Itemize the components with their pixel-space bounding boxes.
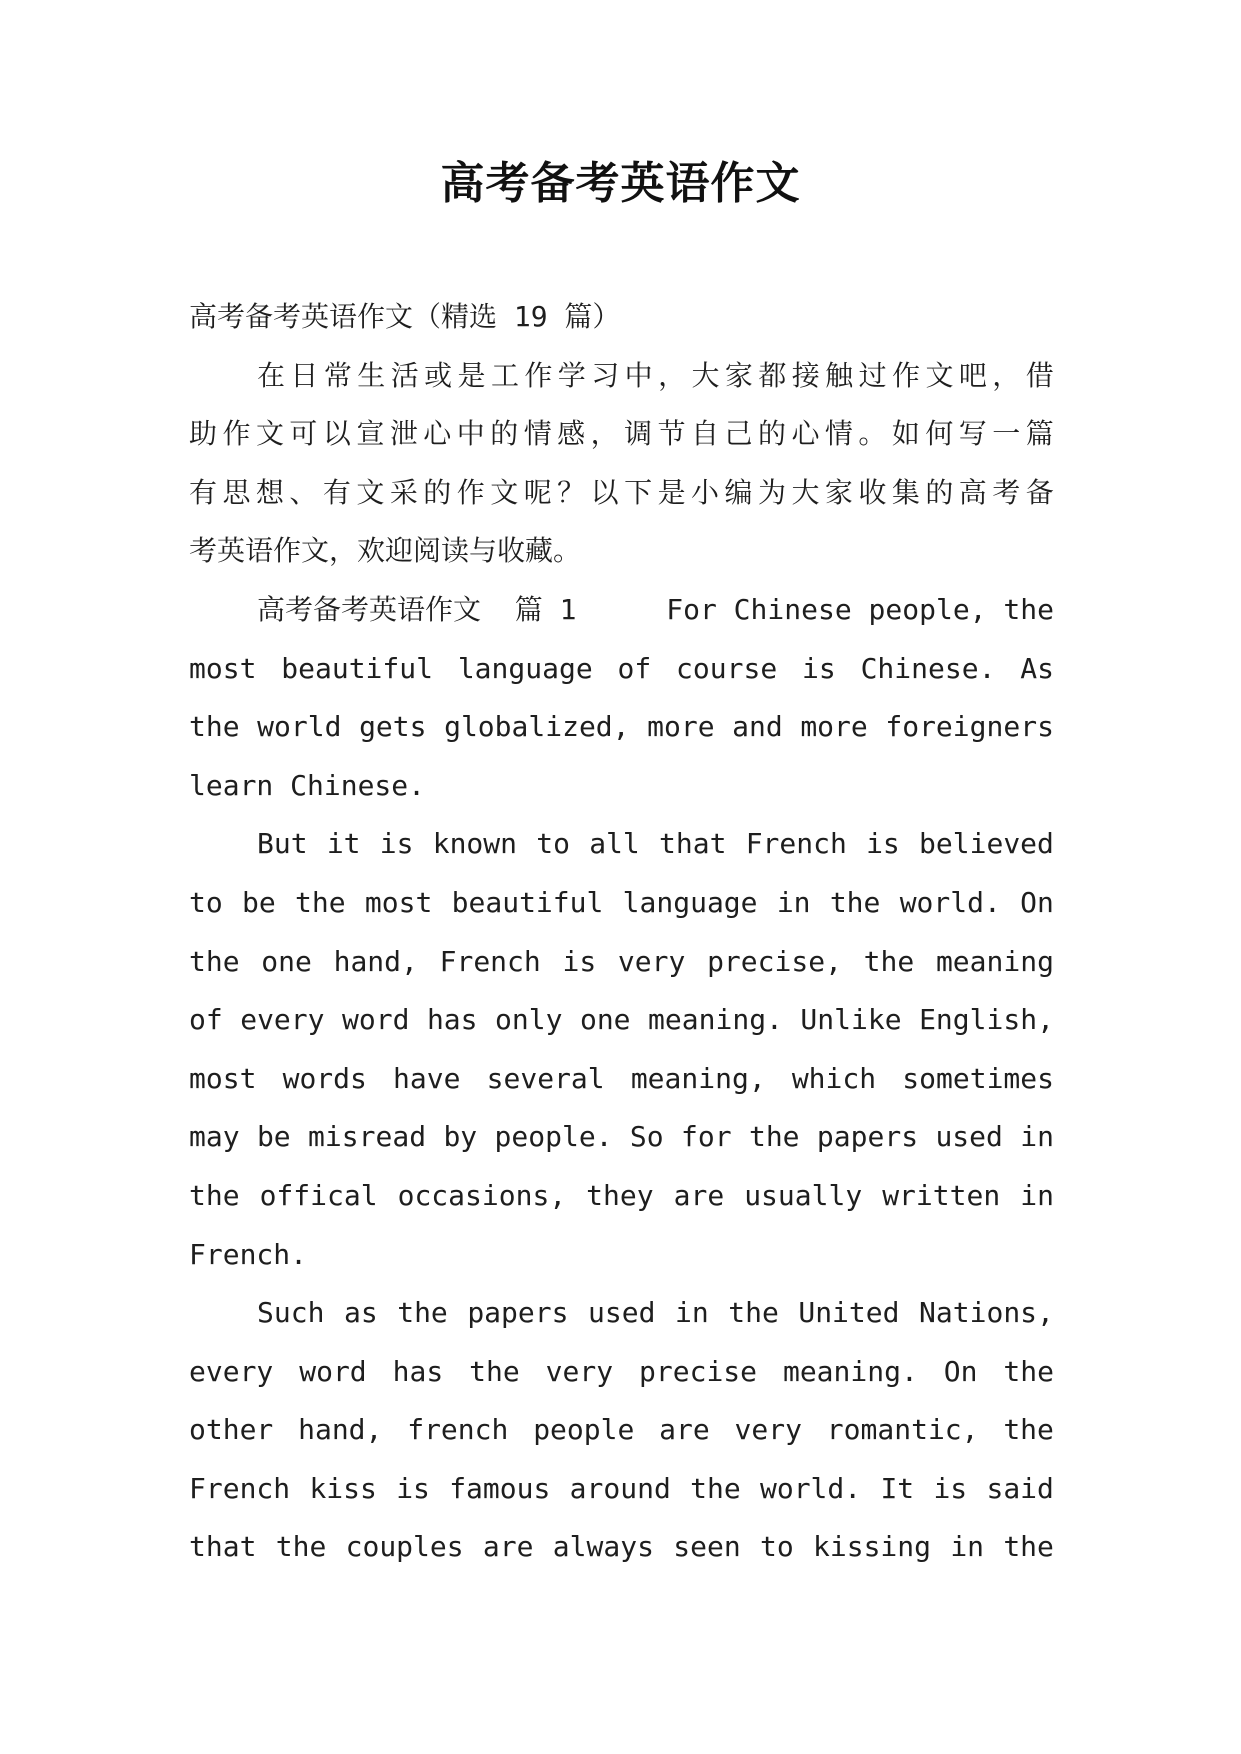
- word: couples: [345, 1530, 464, 1564]
- word: the: [275, 1530, 327, 1564]
- word: are: [482, 1530, 534, 1564]
- word: very: [545, 1354, 614, 1388]
- word: french: [407, 1413, 509, 1447]
- word: in: [674, 1296, 709, 1330]
- intro-line: [189, 347, 1054, 406]
- word: is: [802, 651, 836, 685]
- word: in: [776, 885, 811, 919]
- word: around: [569, 1471, 671, 1505]
- character: 中: [456, 417, 485, 451]
- word: meaning.: [782, 1354, 918, 1388]
- word: used: [935, 1120, 1003, 1154]
- character: 的: [490, 417, 519, 451]
- character: 思: [222, 475, 251, 509]
- essay-line: [189, 1050, 1054, 1109]
- word: most: [189, 651, 257, 685]
- word: known: [432, 827, 518, 861]
- essay-line: [189, 991, 1054, 1050]
- word: one: [579, 1003, 631, 1037]
- word: precise: [639, 1354, 758, 1388]
- character: 节: [657, 417, 686, 451]
- character: 写: [958, 417, 987, 451]
- word: every: [189, 1354, 274, 1388]
- word: course: [676, 651, 778, 685]
- character: 借: [1025, 358, 1054, 392]
- character: 何: [925, 417, 954, 451]
- character: 工: [490, 358, 519, 392]
- character: 以: [590, 475, 619, 509]
- word: the: [189, 944, 240, 978]
- word: is: [562, 944, 597, 978]
- word: As: [1020, 651, 1054, 685]
- word: the: [1003, 1530, 1054, 1564]
- word: English,: [919, 1003, 1054, 1037]
- word: foreigners: [885, 710, 1054, 744]
- character: 如: [891, 417, 920, 451]
- word: has: [426, 1003, 478, 1037]
- word: word: [342, 1003, 410, 1037]
- essay-line: [189, 1460, 1054, 1519]
- character: 活: [390, 358, 419, 392]
- word: French: [439, 944, 541, 978]
- character: 文: [255, 417, 284, 451]
- document-body: [189, 288, 1054, 1577]
- word: have: [393, 1061, 461, 1095]
- essay-line: [189, 1518, 1054, 1577]
- word: On: [1020, 885, 1054, 919]
- word: more: [800, 710, 868, 744]
- word: believed: [919, 827, 1054, 861]
- character: 感: [557, 417, 586, 451]
- word: to: [759, 1530, 794, 1564]
- word: people: [533, 1413, 635, 1447]
- character: 作: [222, 417, 251, 451]
- character: 作: [892, 358, 921, 392]
- word: famous: [449, 1471, 551, 1505]
- character: 常: [323, 358, 352, 392]
- word: the: [863, 944, 915, 978]
- word: beautiful: [451, 885, 604, 919]
- character: 下: [624, 475, 653, 509]
- word: Chinese.: [860, 651, 996, 685]
- character: 高: [958, 475, 987, 509]
- intro-line: 考英语作文，欢迎阅读与收藏。: [189, 534, 582, 568]
- word: is: [866, 827, 900, 861]
- character: 过: [858, 358, 887, 392]
- character: 文: [925, 358, 954, 392]
- word: all: [589, 827, 640, 861]
- character: 编: [724, 475, 753, 509]
- character: 调: [624, 417, 653, 451]
- character: 以: [322, 417, 351, 451]
- character: 篇: [1025, 417, 1054, 451]
- word: be: [256, 1120, 291, 1154]
- word: is: [933, 1471, 968, 1505]
- character: 家: [824, 475, 853, 509]
- word: is: [396, 1471, 430, 1505]
- character: 呢: [523, 475, 552, 509]
- word: United: [798, 1296, 900, 1330]
- word: of: [189, 1003, 223, 1037]
- word: and: [732, 710, 783, 744]
- word: the: [748, 1120, 800, 1154]
- word: precise,: [707, 944, 842, 978]
- character: 作: [524, 358, 553, 392]
- character: 习: [591, 358, 620, 392]
- essay-line: [189, 815, 1054, 874]
- word: the: [295, 885, 346, 919]
- word: they: [586, 1178, 654, 1212]
- word: other: [189, 1413, 274, 1447]
- word: French: [189, 1471, 291, 1505]
- character: 宣: [356, 417, 385, 451]
- character: 大: [791, 475, 820, 509]
- essay-line: [189, 1401, 1054, 1460]
- character: 可: [289, 417, 318, 451]
- character: 有: [322, 475, 351, 509]
- word: may: [189, 1120, 240, 1154]
- word: most: [364, 885, 433, 919]
- essay-line: [189, 1284, 1054, 1343]
- word: misread: [308, 1120, 427, 1154]
- word: It: [880, 1471, 915, 1505]
- word: world.: [759, 1471, 862, 1505]
- character: 的: [925, 475, 954, 509]
- character: 家: [724, 358, 753, 392]
- word: the: [690, 1471, 741, 1505]
- character: 文: [356, 475, 385, 509]
- word: most: [189, 1061, 257, 1095]
- word: the: [728, 1296, 779, 1330]
- character: 备: [1025, 475, 1054, 509]
- character: 一: [992, 417, 1021, 451]
- word: as: [343, 1296, 378, 1330]
- character: 己: [724, 417, 753, 451]
- character: 日: [290, 358, 319, 392]
- word: Unlike: [800, 1003, 902, 1037]
- word: hand,: [298, 1413, 383, 1447]
- character: 心: [423, 417, 452, 451]
- character: 接: [791, 358, 820, 392]
- subtitle-line: 高考备考英语作文（精选 19 篇）: [189, 300, 621, 333]
- essay-heading: 高考备考英语作文 篇 1: [257, 592, 577, 626]
- word: to: [536, 827, 570, 861]
- word: kissing: [813, 1530, 932, 1564]
- character: 学: [557, 358, 586, 392]
- word: in: [1020, 1178, 1054, 1212]
- essay-line: learn Chinese.: [189, 768, 426, 802]
- character: 。: [858, 417, 887, 451]
- character: 采: [389, 475, 418, 509]
- word: very: [617, 944, 686, 978]
- character: 的: [423, 475, 452, 509]
- word: said: [986, 1471, 1054, 1505]
- word: usually: [744, 1178, 863, 1212]
- word: globalized,: [444, 710, 630, 744]
- word: papers: [816, 1120, 919, 1154]
- word: meaning: [935, 944, 1054, 978]
- word: the: [1003, 1354, 1054, 1388]
- word: very: [734, 1413, 802, 1447]
- word: every: [240, 1003, 325, 1037]
- word: occasions,: [397, 1178, 567, 1212]
- word: are: [659, 1413, 710, 1447]
- character: ？: [557, 475, 586, 509]
- word: offical: [259, 1178, 378, 1212]
- word: hand,: [333, 944, 418, 978]
- word: On: [943, 1354, 978, 1388]
- word: be: [242, 885, 276, 919]
- document-title: 高考备考英语作文: [440, 158, 801, 209]
- character: 心: [791, 417, 820, 451]
- word: kiss: [309, 1471, 377, 1505]
- character: ，: [992, 358, 1021, 392]
- character: 触: [825, 358, 854, 392]
- essay-line: [189, 1343, 1054, 1402]
- essay-heading-line: [189, 581, 1054, 640]
- character: 小: [691, 475, 720, 509]
- word: language: [457, 651, 593, 685]
- word: written: [882, 1178, 1001, 1212]
- essay-line: [189, 874, 1054, 933]
- word: always: [552, 1530, 654, 1564]
- word: But: [257, 827, 308, 861]
- word: one: [261, 944, 312, 978]
- word: Nations,: [919, 1296, 1054, 1330]
- character: 、: [289, 475, 318, 509]
- word: of: [617, 651, 652, 685]
- word: gets: [359, 710, 427, 744]
- word: sometimes: [902, 1061, 1054, 1095]
- character: 是: [657, 475, 686, 509]
- character: 文: [490, 475, 519, 509]
- word: has: [392, 1354, 444, 1388]
- character: 集: [891, 475, 920, 509]
- character: 的: [757, 417, 786, 451]
- character: 为: [757, 475, 786, 509]
- word: world.: [899, 885, 1001, 919]
- word: to: [189, 885, 223, 919]
- word: the: [829, 885, 881, 919]
- character: 收: [858, 475, 887, 509]
- character: 是: [457, 358, 486, 392]
- character: 助: [189, 417, 218, 451]
- word: meaning.: [648, 1003, 783, 1037]
- character: 自: [691, 417, 720, 451]
- word: in: [950, 1530, 985, 1564]
- word: are: [673, 1178, 725, 1212]
- word: Such: [257, 1296, 325, 1330]
- word: is: [379, 827, 414, 861]
- intro-line: [189, 405, 1054, 464]
- word: by: [443, 1120, 478, 1154]
- word: French: [745, 827, 847, 861]
- character: ，: [658, 358, 687, 392]
- character: 作: [456, 475, 485, 509]
- word: people.: [494, 1120, 613, 1154]
- character: 情: [824, 417, 853, 451]
- word: the: [1003, 1413, 1054, 1447]
- character: 考: [992, 475, 1021, 509]
- word: the: [469, 1354, 520, 1388]
- character: ，: [590, 417, 619, 451]
- heading-gap: [587, 581, 655, 640]
- character: 想: [255, 475, 284, 509]
- essay-line: [189, 1108, 1054, 1167]
- character: 情: [523, 417, 552, 451]
- word: several: [486, 1061, 605, 1095]
- character: 在: [257, 358, 286, 392]
- word: that: [189, 1530, 257, 1564]
- word: the: [189, 1178, 240, 1212]
- word: that: [659, 827, 727, 861]
- essay-line: [189, 698, 1054, 757]
- essay-line: [189, 640, 1054, 699]
- word: words: [282, 1061, 367, 1095]
- word: only: [495, 1003, 563, 1037]
- word: world: [257, 710, 342, 744]
- character: 泄: [389, 417, 418, 451]
- word: in: [1020, 1120, 1054, 1154]
- word: used: [588, 1296, 656, 1330]
- word: So: [629, 1120, 664, 1154]
- word: romantic,: [826, 1413, 979, 1447]
- character: 吧: [958, 358, 987, 392]
- character: 中: [624, 358, 653, 392]
- essay-line: [189, 1167, 1054, 1226]
- word: beautiful: [281, 651, 433, 685]
- word: more: [647, 710, 715, 744]
- character: 或: [424, 358, 453, 392]
- word: which: [791, 1061, 877, 1095]
- word: word: [299, 1354, 367, 1388]
- character: 都: [758, 358, 787, 392]
- word: meaning,: [630, 1061, 766, 1095]
- intro-line: [189, 464, 1054, 523]
- word: for: [681, 1120, 732, 1154]
- word: it: [326, 827, 361, 861]
- character: 大: [691, 358, 720, 392]
- character: 有: [189, 475, 218, 509]
- character: 生: [357, 358, 386, 392]
- word: the: [189, 710, 240, 744]
- essay-line: French.: [189, 1237, 308, 1271]
- essay-line: [189, 933, 1054, 992]
- word: language: [622, 885, 758, 919]
- word: papers: [467, 1296, 569, 1330]
- word: the: [397, 1296, 448, 1330]
- essay-line: For Chinese people, the: [666, 592, 1054, 626]
- word: seen: [673, 1530, 741, 1564]
